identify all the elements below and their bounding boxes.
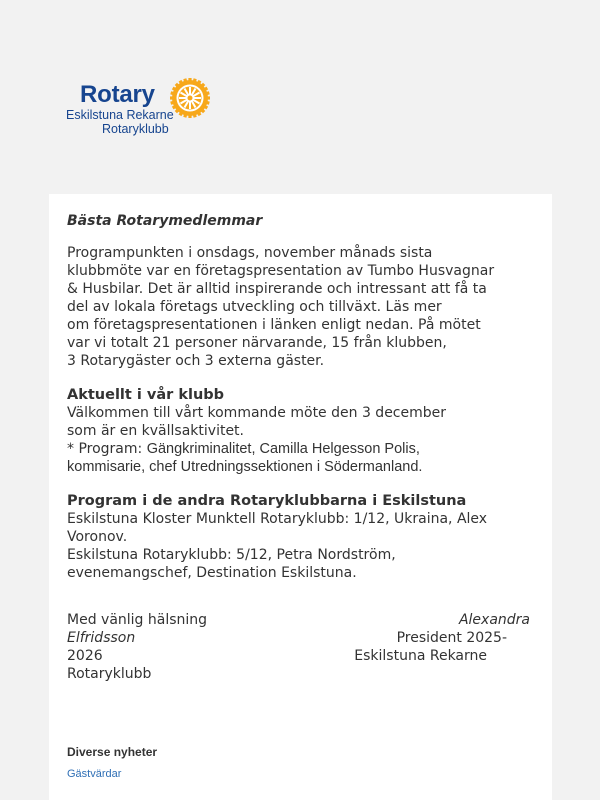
intro-line: 3 Rotarygäster och 3 externa gäster. (67, 353, 325, 369)
signature-first-name: Alexandra (458, 612, 530, 628)
intro-line: om företagspresentationen i länken enligt nedan. På mötet (67, 317, 481, 333)
other-clubs-line: Eskilstuna Rotaryklubb: 5/12, Petra Nordström, (67, 547, 396, 563)
club-news-line: Välkommen till vårt kommande möte den 3 december (67, 405, 447, 421)
intro-line: Programpunkten i onsdags, november månads sista (67, 245, 433, 261)
intro-line: del av lokala företags utveckling och tillväxt. Läs mer (67, 299, 442, 315)
club-news-line: som är en kvällsaktivitet. (67, 423, 244, 439)
other-clubs-line: Voronov. (67, 529, 128, 545)
program-line: kommisarie, chef Utredningssektionen i Södermanland. (67, 459, 423, 475)
rotary-wheel-icon (170, 78, 210, 118)
signature-title-year: 2026 (67, 648, 103, 664)
signature-club-suffix: Rotaryklubb (67, 666, 152, 682)
signature-closing: Med vänlig hälsning (67, 612, 208, 628)
signature-club: Eskilstuna Rekarne (354, 648, 487, 664)
guest-hosts-link[interactable]: Gästvärdar (67, 768, 122, 780)
newsletter-card (49, 194, 552, 800)
greeting: Bästa Rotarymedlemmar (67, 213, 263, 229)
club-news-section (67, 386, 446, 476)
program-line (67, 440, 446, 458)
program-prefix: * Program: (67, 441, 147, 457)
other-clubs-line: Eskilstuna Kloster Munktell Rotaryklubb: 1/12, Ukraina, Alex (67, 511, 488, 527)
rotary-logo (66, 78, 226, 138)
logo-club-line1: Eskilstuna Rekarne (66, 108, 174, 122)
intro-line: klubbmöte var en företagspresentation av Tumbo Husvagnar (67, 263, 495, 279)
logo-wordmark: Rotary (80, 81, 155, 108)
signature-title: President 2025- (396, 630, 507, 646)
other-clubs-line: evenemangschef, Destination Eskilstuna. (67, 565, 357, 581)
other-clubs-section (67, 492, 487, 582)
logo-club-line2: Rotaryklubb (102, 122, 169, 136)
misc-news-heading: Diverse nyheter (67, 745, 158, 759)
intro-paragraph (67, 244, 494, 370)
signature-block (67, 611, 532, 691)
program-topic: Gängkriminalitet, Camilla Helgesson Polis, (146, 441, 420, 457)
intro-line: & Husbilar. Det är alltid inspirerande och intressant att få ta (67, 281, 487, 297)
signature-last-name: Elfridsson (67, 630, 136, 646)
intro-line: var vi totalt 21 personer närvarande, 15 från klubben, (67, 335, 447, 351)
other-clubs-heading: Program i de andra Rotaryklubbarna i Eskilstuna (67, 493, 467, 509)
club-news-heading: Aktuellt i vår klubb (67, 387, 225, 403)
